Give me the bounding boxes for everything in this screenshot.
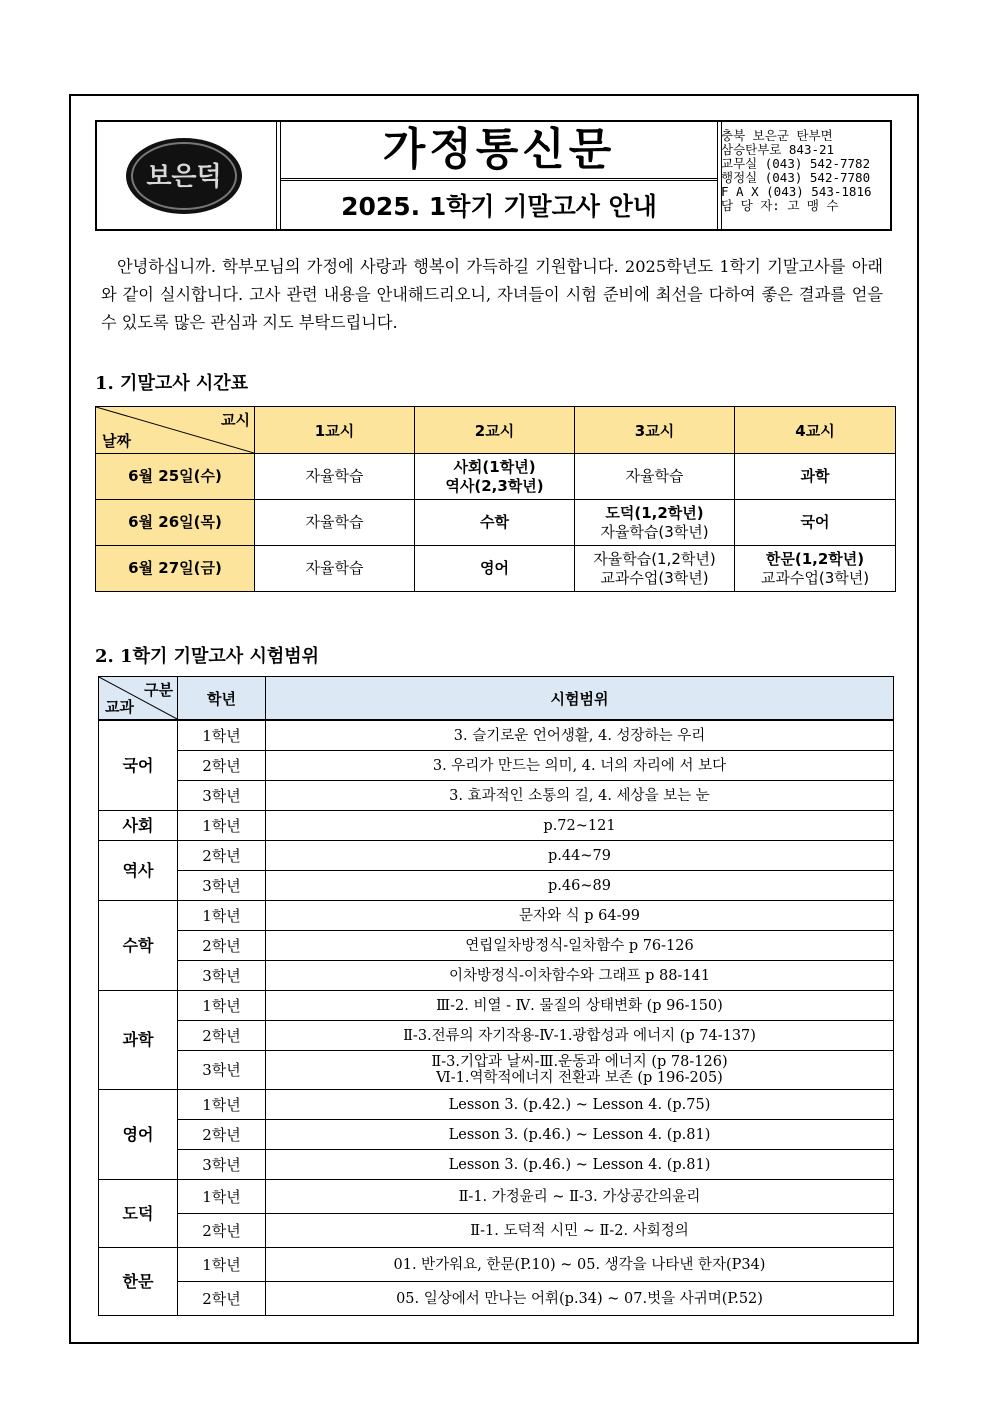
subject-name: 국어 — [99, 720, 178, 811]
range-text: Ⅱ-3.전류의 자기작용-Ⅳ-1.광합성과 에너지 (p 74-137) — [403, 1027, 756, 1044]
range-text: 05. 일상에서 만나는 어휘(p.34) ~ 07.벗을 사귀며(P.52) — [396, 1290, 763, 1307]
page-subtitle: 2025. 1학기 기말고사 안내 — [341, 192, 657, 221]
range-text: Ⅵ-1.역학적에너지 전환과 보존 (p 196-205) — [436, 1070, 723, 1086]
grade-cell: 2학년 — [178, 1021, 266, 1051]
range-cell — [266, 720, 894, 751]
subject-name: 역사 — [99, 841, 178, 901]
range-text: 이차방정식-이차함수와 그래프 p 88-141 — [448, 967, 711, 984]
divider — [281, 180, 717, 183]
table-row — [99, 931, 894, 961]
range-cell — [266, 1180, 894, 1214]
range-text: Ⅱ-3.기압과 날씨-Ⅲ.운동과 에너지 (p 78-126) — [431, 1054, 728, 1070]
range-cell — [266, 871, 894, 901]
range-cell — [266, 1090, 894, 1120]
range-column-header: 시험범위 — [266, 677, 894, 721]
grade-cell: 1학년 — [178, 901, 266, 931]
range-text: Ⅱ-1. 가정윤리 ~ Ⅱ-3. 가상공간의윤리 — [458, 1188, 701, 1205]
grade-cell: 1학년 — [178, 1180, 266, 1214]
timetable-cell: 과학 — [735, 454, 896, 500]
range-text: 연립일차방정식-일차함수 p 76-126 — [465, 937, 694, 954]
table-row — [99, 961, 894, 991]
period-header: 4교시 — [735, 407, 896, 454]
range-text: Lesson 3. (p.46.) ~ Lesson 4. (p.81) — [448, 1126, 711, 1143]
range-text: Ⅱ-1. 도덕적 시민 ~ Ⅱ-2. 사회정의 — [470, 1222, 689, 1239]
range-cell — [266, 961, 894, 991]
range-text: Ⅲ-2. 비열 - Ⅳ. 물질의 상태변화 (p 96-150) — [436, 997, 723, 1014]
intro-text: 안녕하십니까. 학부모님의 가정에 사랑과 행복이 가득하길 기원합니다. 2025학년도 1학기 기말고사를 아래와 같이 실시합니다. 고사 관련 내용을 안내해드리오니, 자녀들이 시험 준비에 최선을 다하여 좋은 결과를 얻을 수 있도록 많은 관심과 지도 부탁드립니다. — [101, 257, 883, 332]
subject-name: 과학 — [99, 991, 178, 1090]
timetable-cell: 자율학습 — [575, 454, 735, 500]
table-row — [96, 454, 896, 500]
grade-cell: 3학년 — [178, 1051, 266, 1090]
range-text: p.44~79 — [548, 847, 611, 864]
contact-address1: 충북 보은군 탄부면 — [721, 128, 833, 143]
range-text: Lesson 3. (p.46.) ~ Lesson 4. (p.81) — [448, 1156, 711, 1173]
table-row — [99, 811, 894, 841]
subject-name: 도덕 — [99, 1180, 178, 1248]
range-cell — [266, 901, 894, 931]
range-text: 3. 우리가 만드는 의미, 4. 너의 자리에 서 보다 — [432, 757, 727, 774]
school-contact-info — [721, 129, 891, 213]
range-cell — [266, 1214, 894, 1248]
contact-address2: 삼승탄부로 843-21 — [721, 142, 835, 157]
range-cell — [266, 991, 894, 1021]
table-row — [99, 1282, 894, 1316]
exam-range-table — [98, 676, 894, 1316]
contact-fax: F A X (043) 543-1816 — [721, 184, 872, 199]
exam-date: 6월 27일(금) — [96, 546, 255, 592]
exam-date: 6월 25일(수) — [96, 454, 255, 500]
contact-admin-office: 행정실 (043) 542-7780 — [721, 170, 871, 185]
corner-label-subject: 교과 — [105, 698, 134, 716]
letter-header — [95, 120, 892, 231]
grade-cell: 3학년 — [178, 961, 266, 991]
grade-cell: 2학년 — [178, 1214, 266, 1248]
range-cell — [266, 931, 894, 961]
grade-cell: 1학년 — [178, 991, 266, 1021]
corner-label-period: 교시 — [221, 411, 250, 429]
range-cell — [266, 811, 894, 841]
range-cell — [266, 1248, 894, 1282]
timetable-cell: 수학 — [415, 500, 575, 546]
table-row — [99, 720, 894, 751]
subject-name: 수학 — [99, 901, 178, 991]
range-cell — [266, 781, 894, 811]
section2-title: 2. 1학기 기말고사 시험범위 — [95, 646, 319, 667]
timetable-cell: 자율학습 — [255, 454, 415, 500]
exam-timetable — [95, 406, 896, 592]
period-header: 3교시 — [575, 407, 735, 454]
table-row — [99, 751, 894, 781]
contact-person: 담 당 자: 고 맹 수 — [721, 198, 839, 213]
range-text: 문자와 식 p 64-99 — [519, 907, 640, 924]
grade-cell: 2학년 — [178, 751, 266, 781]
table-row — [99, 901, 894, 931]
range-text: 01. 반가워요, 한문(P.10) ~ 05. 생각을 나타낸 한자(P34) — [393, 1256, 766, 1273]
range-text: 3. 슬기로운 언어생활, 4. 성장하는 우리 — [453, 727, 706, 744]
section1-title: 1. 기말고사 시간표 — [95, 373, 249, 394]
grade-cell: 1학년 — [178, 1248, 266, 1282]
range-text: 3. 효과적인 소통의 길, 4. 세상을 보는 눈 — [449, 787, 710, 804]
table-row — [99, 1021, 894, 1051]
table-row — [99, 1180, 894, 1214]
table-row — [99, 871, 894, 901]
range-text: p.46~89 — [548, 877, 611, 894]
subject-name: 영어 — [99, 1090, 178, 1180]
range-corner-header — [99, 677, 178, 721]
grade-cell: 3학년 — [178, 1150, 266, 1180]
school-logo-icon — [124, 136, 244, 216]
table-row — [99, 1051, 894, 1090]
range-text: Lesson 3. (p.42.) ~ Lesson 4. (p.75) — [448, 1096, 711, 1113]
range-text: p.72~121 — [543, 817, 616, 834]
grade-cell: 1학년 — [178, 720, 266, 751]
period-header: 1교시 — [255, 407, 415, 454]
range-cell — [266, 1150, 894, 1180]
table-row — [96, 500, 896, 546]
intro-paragraph — [101, 253, 883, 337]
range-cell — [266, 751, 894, 781]
timetable-corner-header — [96, 407, 255, 454]
grade-cell: 2학년 — [178, 841, 266, 871]
grade-cell: 2학년 — [178, 931, 266, 961]
table-row — [99, 991, 894, 1021]
grade-cell: 1학년 — [178, 1090, 266, 1120]
contact-teachers-office: 교무실 (043) 542-7782 — [721, 156, 871, 171]
timetable-cell: 도덕(1,2학년) 자율학습(3학년) — [575, 500, 735, 546]
range-cell — [266, 1021, 894, 1051]
grade-column-header: 학년 — [178, 677, 266, 721]
table-row — [99, 1214, 894, 1248]
range-cell — [266, 1120, 894, 1150]
corner-label-category: 구분 — [144, 681, 173, 699]
subject-name: 사회 — [99, 811, 178, 841]
grade-cell: 3학년 — [178, 781, 266, 811]
range-cell — [266, 841, 894, 871]
timetable-cell: 자율학습 — [255, 546, 415, 592]
subject-name: 한문 — [99, 1248, 178, 1316]
grade-cell: 2학년 — [178, 1282, 266, 1316]
logo-text: 보은덕 — [146, 162, 222, 192]
table-row — [99, 1248, 894, 1282]
page-title: 가정통신문 — [281, 122, 717, 179]
timetable-cell: 국어 — [735, 500, 896, 546]
timetable-cell: 한문(1,2학년) 교과수업(3학년) — [735, 546, 896, 592]
table-row — [99, 1090, 894, 1120]
table-row — [99, 1150, 894, 1180]
exam-date: 6월 26일(목) — [96, 500, 255, 546]
period-header: 2교시 — [415, 407, 575, 454]
grade-cell: 3학년 — [178, 871, 266, 901]
range-cell — [266, 1282, 894, 1316]
timetable-cell: 자율학습 — [255, 500, 415, 546]
corner-label-date: 날짜 — [102, 432, 131, 450]
range-cell — [266, 1051, 894, 1090]
grade-cell: 1학년 — [178, 811, 266, 841]
timetable-cell: 자율학습(1,2학년) 교과수업(3학년) — [575, 546, 735, 592]
table-row — [99, 841, 894, 871]
grade-cell: 2학년 — [178, 1120, 266, 1150]
timetable-cell: 사회(1학년) 역사(2,3학년) — [415, 454, 575, 500]
title-cell — [281, 122, 718, 229]
timetable-cell: 영어 — [415, 546, 575, 592]
table-row — [99, 781, 894, 811]
table-row — [99, 1120, 894, 1150]
logo-cell — [97, 122, 277, 229]
table-row — [96, 546, 896, 592]
